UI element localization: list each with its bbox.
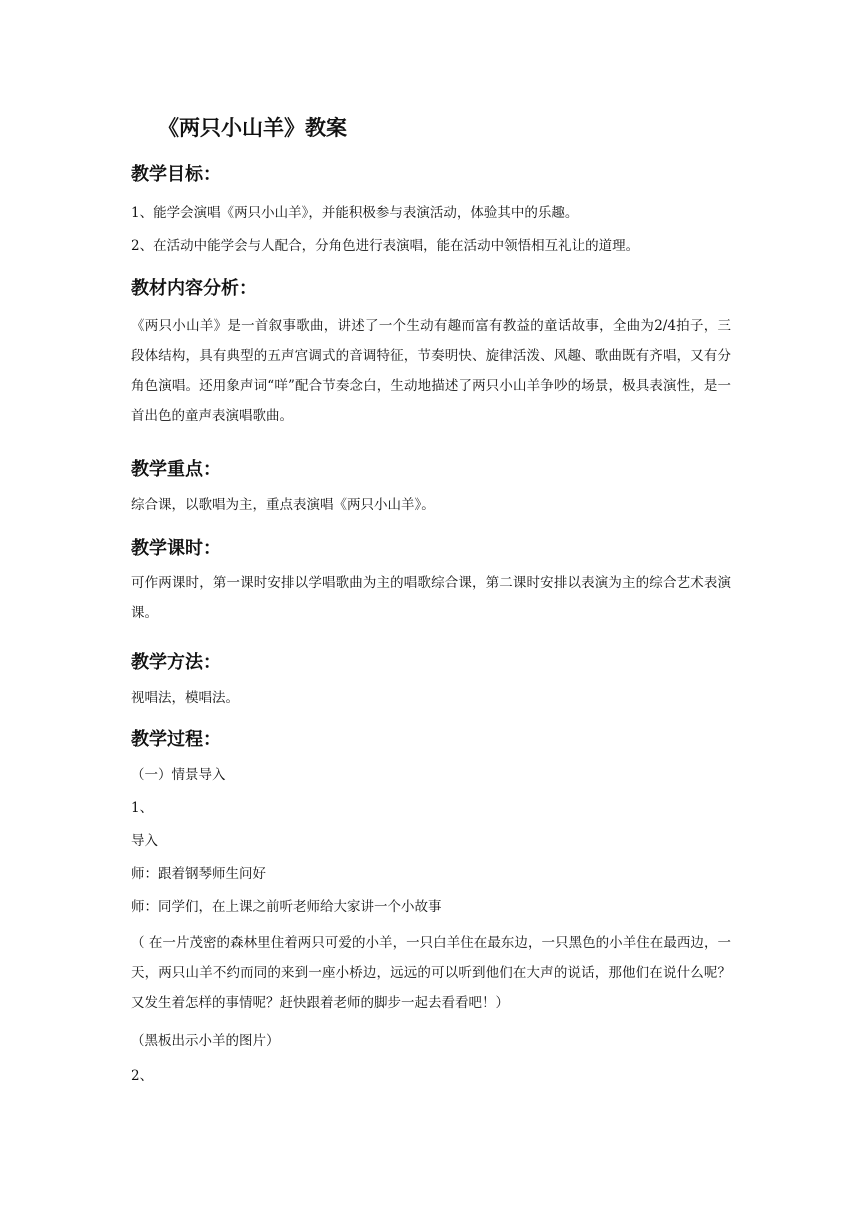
heading-teaching-methods: 教学方法： xyxy=(131,652,221,673)
process-teacher-greeting: 师：跟着钢琴师生问好 xyxy=(131,866,266,882)
goal-1: 1、能学会演唱《两只小山羊》，并能积极参与表演活动，体验其中的乐趣。 xyxy=(131,205,579,221)
heading-teaching-goals: 教学目标： xyxy=(131,164,221,185)
material-analysis-paragraph: 《两只小山羊》是一首叙事歌曲，讲述了一个生动有趣而富有教益的童话故事，全曲为2/4拍子，三段体结构，具有典型的五声宫调式的音调特征，节奏明快、旋律活泼、风趣、歌曲既有齐唱，又有分角色演唱。还用象声词“咩”配合节奏念白，生动地描述了两只小山羊争吵的场景，极具表演性，是一首出色的童声表演唱歌曲。 xyxy=(131,318,731,424)
process-intro-label: 导入 xyxy=(131,833,158,849)
heading-material-analysis: 教材内容分析： xyxy=(131,278,257,299)
heading-key-points: 教学重点： xyxy=(131,459,221,480)
process-blackboard-note: （黑板出示小羊的图片） xyxy=(131,1033,280,1049)
process-item-1: 1、 xyxy=(131,800,154,816)
process-teacher-story: 师：同学们，在上课之前听老师给大家讲一个小故事 xyxy=(131,899,442,915)
class-hours-paragraph: 可作两课时，第一课时安排以学唱歌曲为主的唱歌综合课，第二课时安排以表演为主的综合艺术表演课。 xyxy=(131,575,731,621)
teaching-methods-text: 视唱法，模唱法。 xyxy=(131,690,239,706)
process-item-2: 2、 xyxy=(131,1068,154,1084)
key-points-text: 综合课，以歌唱为主，重点表演唱《两只小山羊》。 xyxy=(131,497,435,513)
process-step-1-title: （一）情景导入 xyxy=(131,767,226,783)
heading-class-hours: 教学课时： xyxy=(131,538,221,559)
heading-teaching-process: 教学过程： xyxy=(131,729,221,750)
goal-2: 2、在活动中能学会与人配合，分角色进行表演唱，能在活动中领悟相互礼让的道理。 xyxy=(131,238,640,254)
document-title: 《两只小山羊》教案 xyxy=(158,116,347,140)
process-story-paragraph: （ 在一片茂密的森林里住着两只可爱的小羊，一只白羊住在最东边，一只黑色的小羊住在最西边，一天，两只山羊不约而同的来到一座小桥边，远远的可以听到他们在大声的说话，那他们在说什么呢？又发生着怎样的事情呢？赶快跟着老师的脚步一起去看看吧！） xyxy=(131,935,731,1011)
